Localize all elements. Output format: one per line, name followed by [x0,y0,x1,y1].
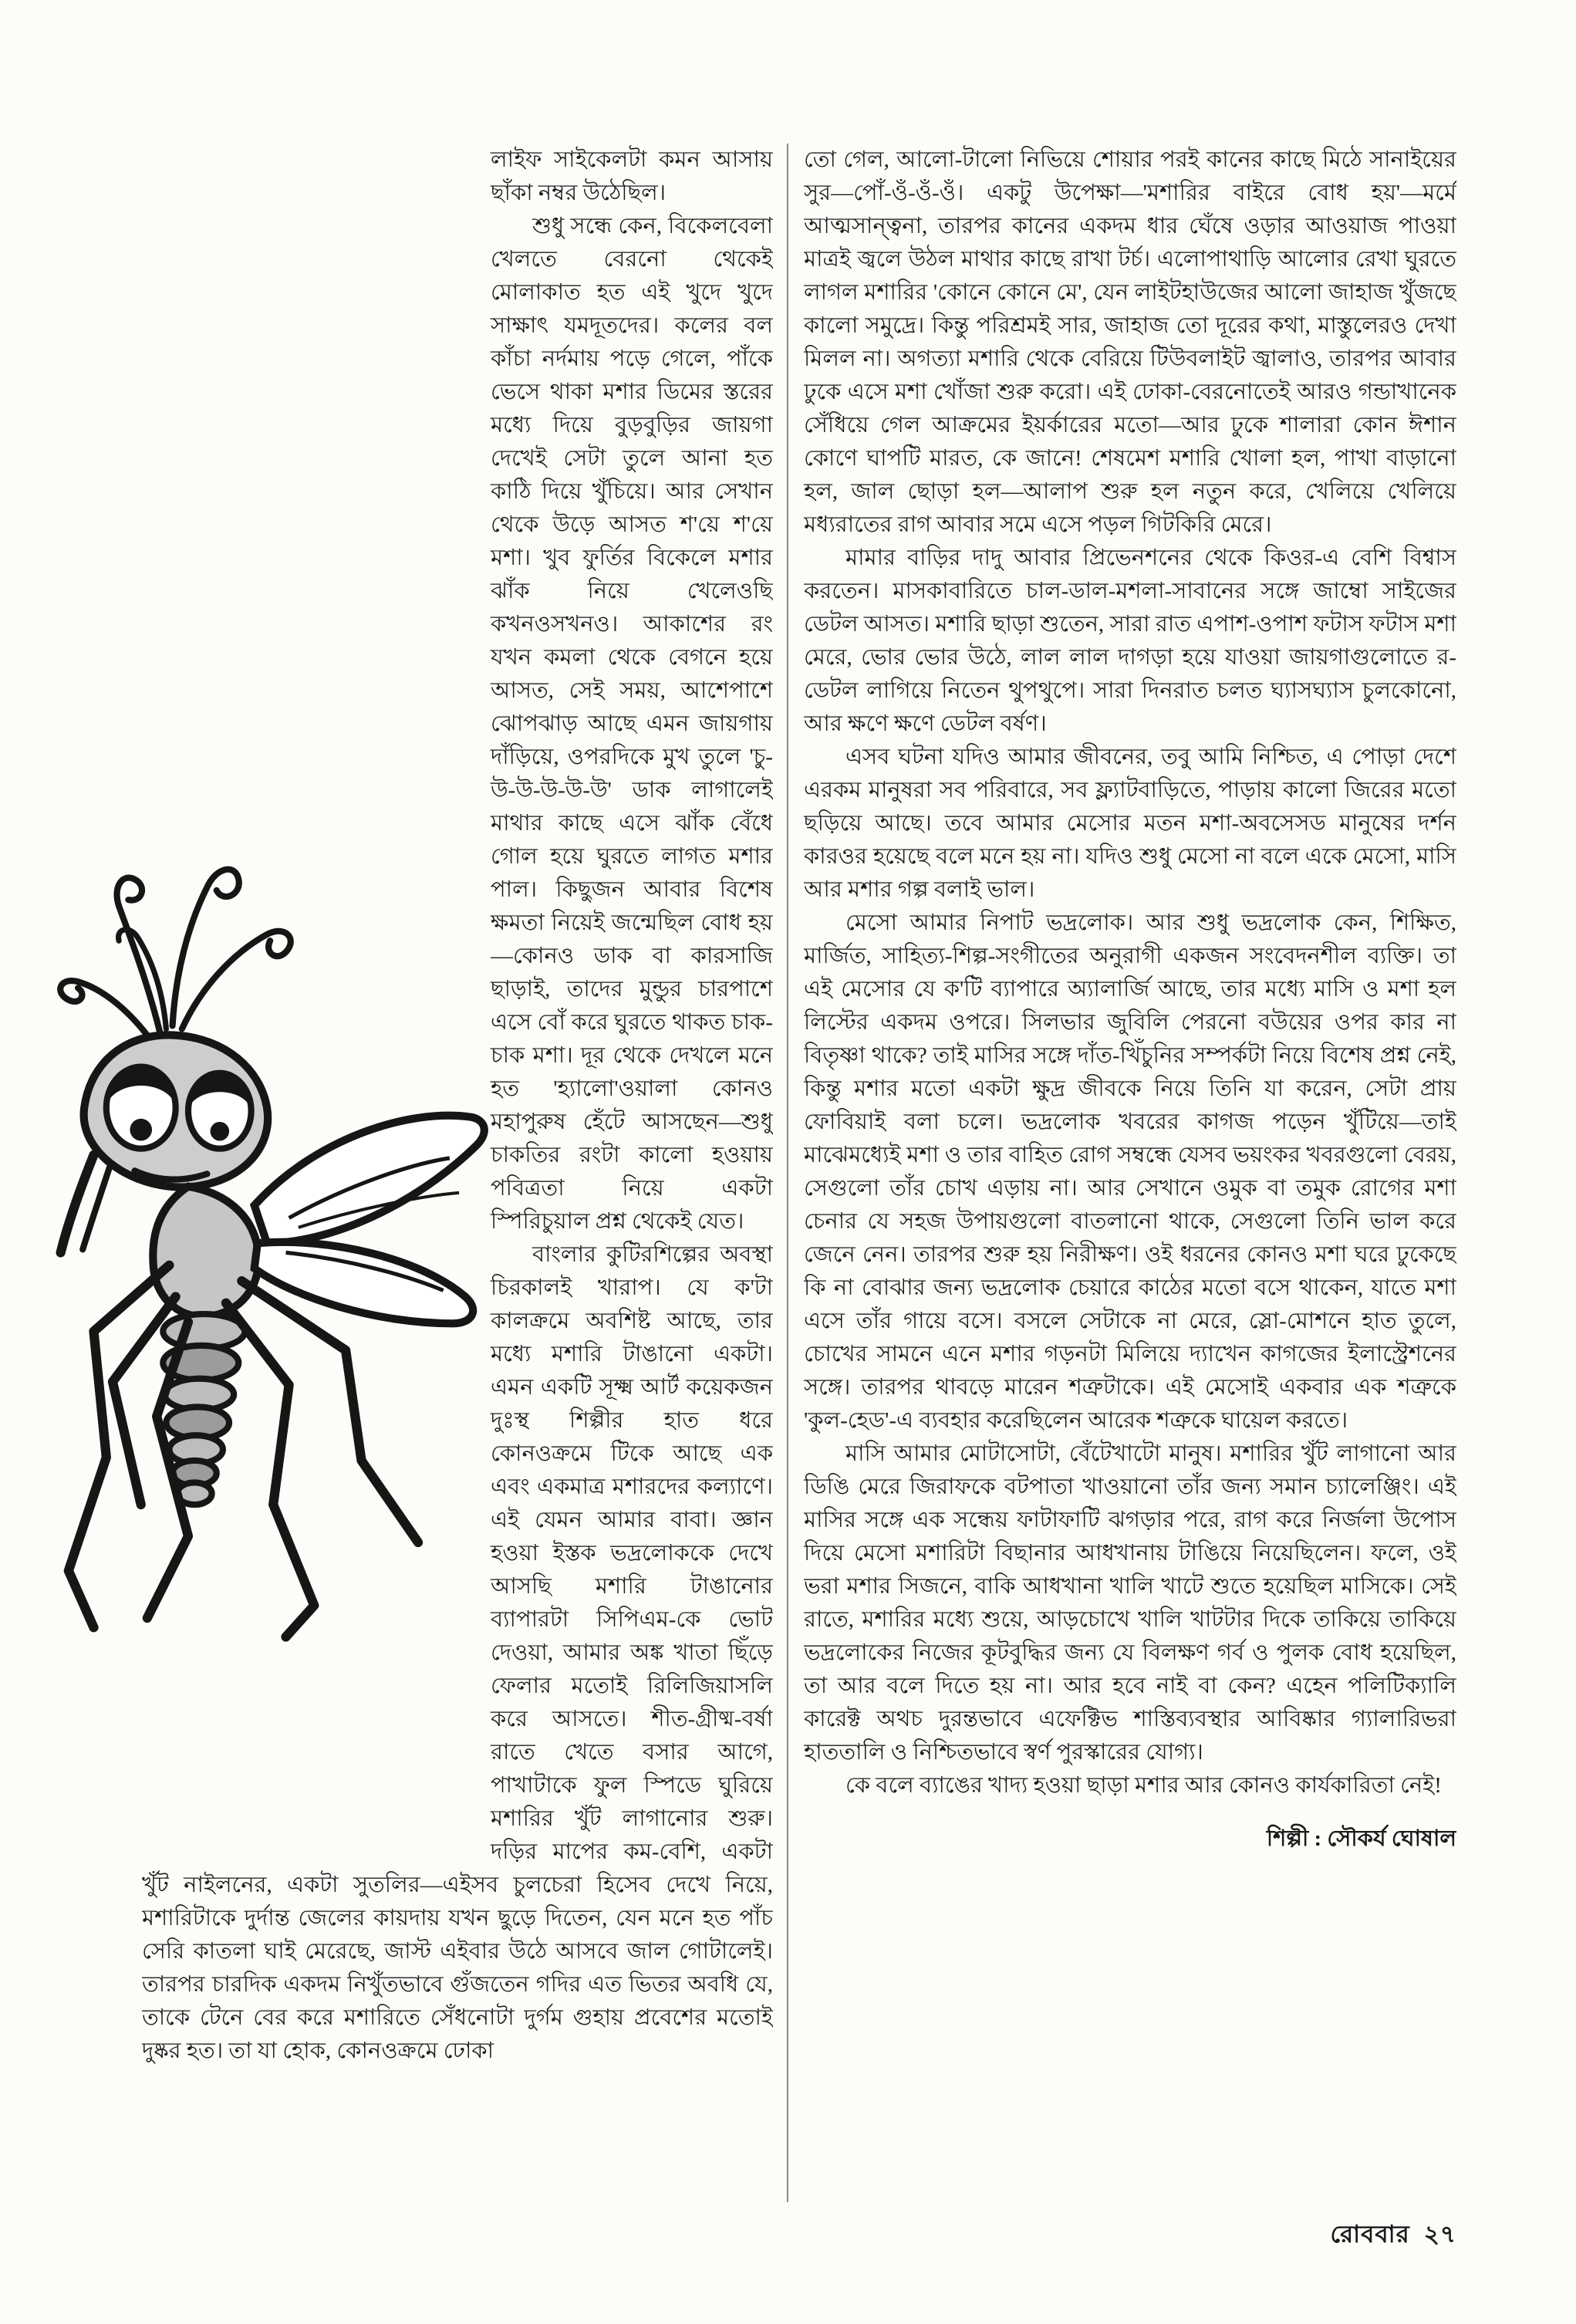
paragraph: তো গেল, আলো-টালো নিভিয়ে শোয়ার পরই কানের কাছে মিঠে সানাইয়ের সুর—পোঁ-ওঁ-ওঁ-ওঁ। একটু উপেক্ষা—'মশারির বাইরে বোধ হয়'—মর্মে আত্মসান্ত্বনা, তারপর কানের একদম ধার ঘেঁষে ওড়ার আওয়াজ পাওয়া মাত্রই জ্বলে উঠল মাথার কাছে রাখা টর্চ। এলোপাথাড়ি আলোর রেখা ঘুরতে লাগল মশারির 'কোনে কোনে মে', যেন লাইটহাউজের আলো জাহাজ খুঁজছে কালো সমুদ্রে। কিন্তু পরিশ্রমই সার, জাহাজ তো দূরের কথা, মাস্তুলেরও দেখা মিলল না। অগত্যা মশারি থেকে বেরিয়ে টিউবলাইট জ্বালাও, তারপর আবার ঢুকে এসে মশা খোঁজা শুরু করো। এই ঢোকা-বেরনোতেই আরও গন্ডাখানেক সেঁধিয়ে গেল আক্রমের ইয়র্কারের মতো—আর ঢুকে শালারা কোন ঈশান কোণে ঘাপটি মারত, কে জানে! শেষমেশ মশারি খোলা হল, পাখা বাড়ানো হল, জাল ছোড়া হল—আলাপ শুরু হল নতুন করে, খেলিয়ে খেলিয়ে মধ্যরাতের রাগ আবার সমে এসে পড়ল গিটকিরি মেরে। [804,147,1456,537]
paragraph: লাইফ সাইকেলটা কমন আসায় ছাঁকা নম্বর উঠেছিল। [491,147,773,205]
antennae-icon [60,870,291,1035]
paragraph: মাসি আমার মোটাসোটা, বেঁটেখাটো মানুষ। মশারির খুঁট লাগানো আর ডিঙি মেরে জিরাফকে বটপাতা খাওয়ানো তাঁর জন্য সমান চ্যালেঞ্জিং। এই মাসির সঙ্গে এক সন্ধেয় ফাটাফাটি ঝগড়ার পরে, রাগ করে নির্জলা উপোস দিয়ে মেসো মশারিটা বিছানার আধখানায় টাঙিয়ে নিয়েছিলেন। ফলে, ওই ভরা মশার সিজনে, বাকি আধখানা খালি খাটে শুতে হয়েছিল মাসিকে। সেই রাতে, মশারির মধ্যে শুয়ে, আড়চোখে খালি খাটটার দিকে তাকিয়ে তাকিয়ে ভদ্রলোকের নিজের কূটবুদ্ধির জন্য যে বিলক্ষণ গর্ব ও পুলক বোধ হয়েছিল, তা আর বলে দিতে হয় না। আর হবে নাই বা কেন? এহেন পলিটিক্যালি কারেক্ট অথচ দুরন্তভাবে এফেক্টিভ শাস্তিব্যবস্থার আবিষ্কার গ্যালারিভরা হাততালি ও নিশ্চিতভাবে স্বর্ণ পুরস্কারের যোগ্য। [804,1441,1456,1765]
mosquito-illustration [37,827,494,1645]
paragraph: শুধু সন্ধে কেন, বিকেলবেলা খেলতে বেরনো থেকেই মোলাকাত হত এই খুদে খুদে সাক্ষাৎ যমদূতদের। কলের বল কাঁচা নর্দমায় পড়ে গেলে, পাঁকে ভেসে থাকা মশার ডিমের স্তরের মধ্যে দিয়ে বুড়বুড়ির জায়গা দেখেই সেটা তুলে আনা হত কাঠি দিয়ে খুঁচিয়ে। আর সেখান থেকে উড়ে আসত শ'য়ে শ'য়ে মশা। খুব ফুর্তির বিকেলে মশার ঝাঁক নিয়ে খেলেওছি কখনওসখনও। আকাশের রং যখন কমলা থেকে বেগনে হয়ে আসত, সেই সময়, আশেপাশে ঝোপঝাড় আছে এমন জায়গায় দাঁড়িয়ে, ওপরদিকে মুখ তুলে 'চু-উ-উ-উ-উ-উ' ডাক লাগালেই মাথার কাছে এসে ঝাঁক বেঁধে গোল হয়ে ঘুরতে লাগত মশার পাল। কিছুজন আবার বিশেষ ক্ষমতা নিয়েই জন্মেছিল বোধ হয়—কোনও ডাক বা কারসাজি ছাড়াই, তাদের মুন্ডুর চারপাশে এসে বোঁ করে ঘুরতে থাকত চাক-চাক মশা। দূর থেকে দেখলে মনে হত 'হ্যালো'ওয়ালা কোনও মহাপুরুষ হেঁটে আসছেন—শুধু চাকতির রংটা কালো হওয়ায় পবিত্রতা নিয়ে একটা স্পিরিচুয়াল প্রশ্ন থেকেই যেত। [491,214,773,1234]
paragraph: কে বলে ব্যাঙের খাদ্য হওয়া ছাড়া মশার আর কোনও কার্যকারিতা নেই! [845,1773,1442,1798]
right-column [804,144,1456,2165]
thorax-icon [153,1187,258,1317]
magazine-name: রোববার [1330,2221,1410,2248]
column-divider [787,144,788,2202]
wings-icon [255,1116,484,1324]
paragraph: মামার বাড়ির দাদু আবার প্রিভেনশনের থেকে কিওর-এ বেশি বিশ্বাস করতেন। মাসকাবারিতে চাল-ডাল-মশলা-সাবানের সঙ্গে জাম্বো সাইজের ডেটল আসত। মশারি ছাড়া শুতেন, সারা রাত এপাশ-ওপাশ ফটাস ফটাস মশা মেরে, ভোর ভোর উঠে, লাল লাল দাগড়া হয়ে যাওয়া জায়গাগুলোতে র-ডেটল লাগিয়ে নিতেন থুপথুপে। সারা দিনরাত চলত ঘ্যাসঘ্যাস চুলকোনো, আর ক্ষণে ক্ষণে ডেটল বর্ষণ। [804,546,1456,736]
paragraph: মেসো আমার নিপাট ভদ্রলোক। আর শুধু ভদ্রলোক কেন, শিক্ষিত, মার্জিত, সাহিত্য-শিল্প-সংগীতের অনুরাগী একজন সংবেদনশীল ব্যক্তি। তা এই মেসোর যে ক'টি ব্যাপারে অ্যালার্জি আছে, তার মধ্যে মাসি ও মশা হল লিস্টের একদম ওপরে। সিলভার জুবিলি পেরনো বউয়ের ওপর কার না বিতৃষ্ণা থাকে? তাই মাসির সঙ্গে দাঁত-খিঁচুনির সম্পর্কটা নিয়ে বিশেষ প্রশ্ন নেই, কিন্তু মশার মতো একটা ক্ষুদ্র জীবকে নিয়ে তিনি যা করেন, সেটা প্রায় ফোবিয়াই বলা চলে। ভদ্রলোক খবরের কাগজ পড়েন খুঁটিয়ে—তাই মাঝেমধ্যেই মশা ও তার বাহিত রোগ সম্বন্ধে যেসব ভয়ংকর খবরগুলো বেরয়, সেগুলো তাঁর চোখ এড়ায় না। আর সেখানে ওমুক বা তমুক রোগের মশা চেনার যে সহজ উপায়গুলো বাতলানো থাকে, সেগুলো তিনি ভাল করে জেনে নেন। তারপর শুরু হয় নিরীক্ষণ। ওই ধরনের কোনও মশা ঘরে ঢুকেছে কি না বোঝার জন্য ভদ্রলোক চেয়ারে কাঠের মতো বসে থাকেন, যাতে মশা এসে তাঁর গায়ে বসে। বসলে সেটাকে না মেরে, স্লো-মোশনে হাত তুলে, চোখের সামনে এনে মশার গড়নটা মিলিয়ে দ্যাখেন কাগজের ইলাস্ট্রেশনের সঙ্গে। তারপর থাবড়ে মারেন শত্রুটাকে। এই মেসোই একবার এক শত্রুকে 'কুল-হেড'-এ ব্যবহার করেছিলেন আরেক শত্রুকে ঘায়েল করতে। [804,910,1456,1433]
paragraph: বাংলার কুটিরশিল্পের অবস্থা চিরকালই খারাপ। যে ক'টা কালক্রমে অবশিষ্ট আছে, তার মধ্যে মশারি টাঙানো একটা। এমন একটি সূক্ষ্ম আর্ট কয়েকজন দুঃস্থ শিল্পীর হাত ধরে কোনওক্রমে টিকে আছে এক এবং একমাত্র মশারদের কল্যাণে। এই যেমন আমার বাবা। জ্ঞান হওয়া ইস্তক ভদ্রলোককে দেখে আসছি মশারি টাঙানোর ব্যাপারটা সিপিএম-কে ভোট দেওয়া, আমার অঙ্ক খাতা ছিঁড়ে ফেলার মতোই রিলিজিয়াসলি করে আসতে। শীত-গ্রীষ্ম-বর্ষা রাতে খেতে বসার আগে, পাখাটাকে ফুল স্পিডে ঘুরিয়ে মশারির খুঁট লাগানোর শুরু। দড়ির মাপের কম-বেশি, একটা খুঁট নাইলনের, একটা সুতলির—এইসব চুলচেরা হিসেব দেখে নিয়ে, মশারিটাকে দুর্দান্ত জেলের কায়দায় যখন ছুড়ে দিতেন, যেন মনে হত পাঁচ সেরি কাতলা ঘাই মেরেছে, জাস্ট এইবার উঠে আসবে জাল গোটালেই। তারপর চারদিক একদম নিখুঁতভাবে গুঁজতেন গদির এত ভিতর অবধি যে, তাকে টেনে বের করে মশারিতে সেঁধনোটা দুর্গম গুহায় প্রবেশের মতোই দুষ্কর হত। তা যা হোক, কোনওক্রমে ঢোকা [142,1242,773,2063]
artist-credit: শিল্পী : সৌকর্য ঘোষাল [1266,1826,1456,1851]
page-number: ২৭ [1423,2221,1456,2248]
paragraph: এসব ঘটনা যদিও আমার জীবনের, তবু আমি নিশ্চিত, এ পোড়া দেশে এরকম মানুষরা সব পরিবারে, সব ফ্ল্যাটবাড়িতে, পাড়ায় কালো জিরের মতো ছড়িয়ে আছে। তবে আমার মেসোর মতন মশা-অবসেসড মানুষের দর্শন কারওর হয়েছে বলে মনে হয় না। যদিও শুধু মেসো না বলে একে মেসো, মাসি আর মশার গল্প বলাই ভাল। [804,745,1456,902]
page-footer [1331,2216,1456,2256]
legs-icon [69,1265,418,1637]
